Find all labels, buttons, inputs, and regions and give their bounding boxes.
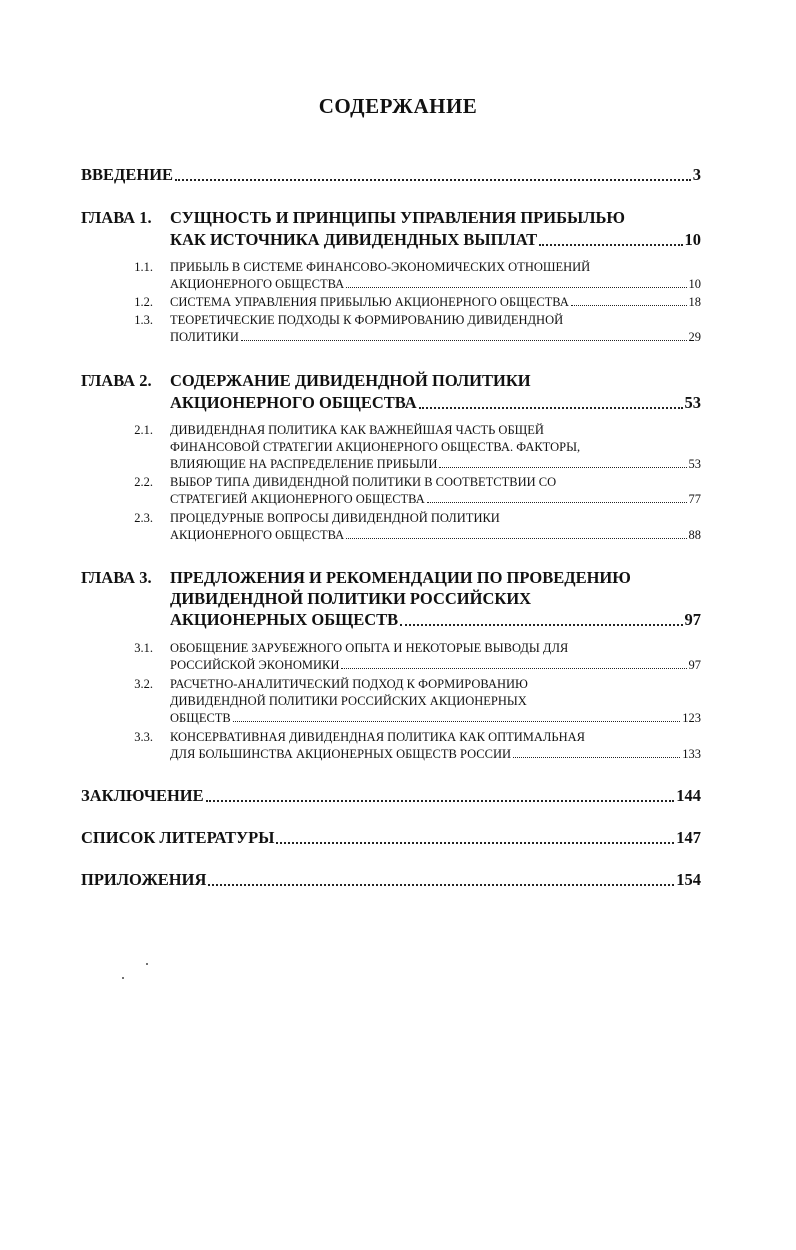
chapter-title-last-line[interactable] — [170, 392, 701, 414]
section-title-last-line[interactable] — [170, 276, 701, 292]
toc-entry-label: ПРИЛОЖЕНИЯ — [81, 870, 207, 889]
toc-page-number: 29 — [688, 330, 701, 344]
section-title-line[interactable]: РАСЧЕТНО-АНАЛИТИЧЕСКИЙ ПОДХОД К ФОРМИРОВАНИЮ — [170, 677, 528, 691]
chapter-title-line: АКЦИОНЕРНЫХ ОБЩЕСТВ — [170, 610, 399, 629]
dot-leader — [427, 502, 687, 503]
section-title-line: РОССИЙСКОЙ ЭКОНОМИКИ — [170, 658, 340, 672]
section-title-last-line[interactable] — [170, 657, 701, 673]
section-title-last-line[interactable] — [170, 329, 701, 345]
toc-page-number: 154 — [676, 870, 701, 889]
section-title-line[interactable]: ФИНАНСОВОЙ СТРАТЕГИИ АКЦИОНЕРНОГО ОБЩЕСТВА. ФАКТОРЫ, — [170, 440, 581, 454]
section-title-line: ДЛЯ БОЛЬШИНСТВА АКЦИОНЕРНЫХ ОБЩЕСТВ РОССИИ — [170, 747, 511, 761]
section-title-line[interactable]: ПРОЦЕДУРНЫЕ ВОПРОСЫ ДИВИДЕНДНОЙ ПОЛИТИКИ — [170, 511, 500, 525]
toc-page-number: 10 — [684, 230, 701, 249]
section-number: 3.3. — [134, 730, 153, 744]
toc-page-number: 97 — [688, 658, 701, 672]
dot-leader — [439, 467, 686, 468]
dot-leader — [233, 721, 680, 722]
toc-page-number: 53 — [688, 457, 701, 471]
section-title-last-line[interactable] — [170, 746, 701, 762]
section-title-last-line[interactable] — [170, 456, 701, 472]
toc-entry-appendices[interactable] — [81, 869, 701, 891]
section-number: 1.1. — [134, 260, 153, 274]
section-number: 3.2. — [134, 677, 153, 691]
dot-leader — [419, 407, 683, 409]
toc-entry-references[interactable] — [81, 827, 701, 849]
section-number: 1.3. — [134, 313, 153, 327]
toc-page-number: 97 — [684, 610, 701, 629]
toc-page-number: 18 — [688, 295, 701, 309]
section-title-line: ПОЛИТИКИ — [170, 330, 239, 344]
section-title-line[interactable]: ПРИБЫЛЬ В СИСТЕМЕ ФИНАНСОВО-ЭКОНОМИЧЕСКИХ ОТНОШЕНИЙ — [170, 260, 591, 274]
section-title-last-line[interactable] — [170, 294, 701, 310]
dot-leader — [241, 340, 687, 341]
toc-page-number: 77 — [688, 492, 701, 506]
chapter-number: ГЛАВА 3. — [81, 568, 152, 587]
dot-leader — [276, 842, 674, 844]
chapter-title-line: АКЦИОНЕРНОГО ОБЩЕСТВА — [170, 393, 417, 412]
chapter-number: ГЛАВА 2. — [81, 371, 152, 390]
section-title-line: АКЦИОНЕРНОГО ОБЩЕСТВА — [170, 277, 345, 291]
page-title: СОДЕРЖАНИЕ — [318, 94, 478, 118]
toc-page-number: 144 — [676, 786, 701, 805]
chapter-title-last-line[interactable] — [170, 229, 701, 251]
dot-leader — [571, 305, 687, 306]
toc-entry-label: ВВЕДЕНИЕ — [81, 165, 174, 184]
scan-speck — [122, 977, 124, 979]
chapter-title-line[interactable]: ПРЕДЛОЖЕНИЯ И РЕКОМЕНДАЦИИ ПО ПРОВЕДЕНИЮ — [170, 568, 631, 587]
scan-speck — [146, 963, 148, 965]
toc-entry-label: СПИСОК ЛИТЕРАТУРЫ — [81, 828, 275, 847]
section-title-line[interactable]: ДИВИДЕНДНОЙ ПОЛИТИКИ РОССИЙСКИХ АКЦИОНЕРНЫХ — [170, 694, 527, 708]
chapter-title-line[interactable]: СОДЕРЖАНИЕ ДИВИДЕНДНОЙ ПОЛИТИКИ — [170, 371, 531, 390]
section-title-line[interactable]: КОНСЕРВАТИВНАЯ ДИВИДЕНДНАЯ ПОЛИТИКА КАК ОПТИМАЛЬНАЯ — [170, 730, 585, 744]
toc-page-number: 133 — [682, 747, 701, 761]
section-number: 2.3. — [134, 511, 153, 525]
dot-leader — [539, 244, 682, 246]
chapter-title-line: КАК ИСТОЧНИКА ДИВИДЕНДНЫХ ВЫПЛАТ — [170, 230, 538, 249]
dot-leader — [341, 668, 686, 669]
dot-leader — [175, 179, 691, 181]
section-title-line: АКЦИОНЕРНОГО ОБЩЕСТВА — [170, 528, 345, 542]
chapter-title-line[interactable]: ДИВИДЕНДНОЙ ПОЛИТИКИ РОССИЙСКИХ — [170, 589, 532, 608]
dot-leader — [400, 624, 682, 626]
section-title-line[interactable]: ДИВИДЕНДНАЯ ПОЛИТИКА КАК ВАЖНЕЙШАЯ ЧАСТЬ ОБЩЕЙ — [170, 423, 544, 437]
toc-page-number: 147 — [676, 828, 701, 847]
toc-page-number: 53 — [684, 393, 701, 412]
section-number: 2.2. — [134, 475, 153, 489]
section-title-line[interactable]: ОБОБЩЕНИЕ ЗАРУБЕЖНОГО ОПЫТА И НЕКОТОРЫЕ ВЫВОДЫ ДЛЯ — [170, 641, 569, 655]
chapter-title-line[interactable]: СУЩНОСТЬ И ПРИНЦИПЫ УПРАВЛЕНИЯ ПРИБЫЛЬЮ — [170, 208, 625, 227]
toc-page-number: 10 — [688, 277, 701, 291]
dot-leader — [208, 884, 674, 886]
section-title-line: СИСТЕМА УПРАВЛЕНИЯ ПРИБЫЛЬЮ АКЦИОНЕРНОГО ОБЩЕСТВА — [170, 295, 569, 309]
toc-entry-conclusion[interactable] — [81, 785, 701, 807]
toc-entry-label: ЗАКЛЮЧЕНИЕ — [81, 786, 204, 805]
section-title-last-line[interactable] — [170, 491, 701, 507]
dot-leader — [513, 757, 680, 758]
toc-page-number: 3 — [692, 165, 701, 184]
section-title-line[interactable]: ВЫБОР ТИПА ДИВИДЕНДНОЙ ПОЛИТИКИ В СООТВЕТСТВИИ СО — [170, 475, 557, 489]
dot-leader — [206, 800, 675, 802]
section-title-line: ВЛИЯЮЩИЕ НА РАСПРЕДЕЛЕНИЕ ПРИБЫЛИ — [170, 457, 438, 471]
toc-entry-intro[interactable] — [81, 164, 701, 186]
section-title-line: СТРАТЕГИЕЙ АКЦИОНЕРНОГО ОБЩЕСТВА — [170, 492, 425, 506]
section-title-last-line[interactable] — [170, 710, 701, 726]
toc-page-number: 88 — [688, 528, 701, 542]
section-title-line: ОБЩЕСТВ — [170, 711, 231, 725]
chapter-number: ГЛАВА 1. — [81, 208, 152, 227]
section-number: 2.1. — [134, 423, 153, 437]
section-number: 3.1. — [134, 641, 153, 655]
dot-leader — [346, 287, 686, 288]
toc-page-number: 123 — [682, 711, 701, 725]
section-title-line[interactable]: ТЕОРЕТИЧЕСКИЕ ПОДХОДЫ К ФОРМИРОВАНИЮ ДИВИДЕНДНОЙ — [170, 313, 564, 327]
chapter-title-last-line[interactable] — [170, 609, 701, 631]
section-number: 1.2. — [134, 295, 153, 309]
dot-leader — [346, 538, 686, 539]
section-title-last-line[interactable] — [170, 527, 701, 543]
